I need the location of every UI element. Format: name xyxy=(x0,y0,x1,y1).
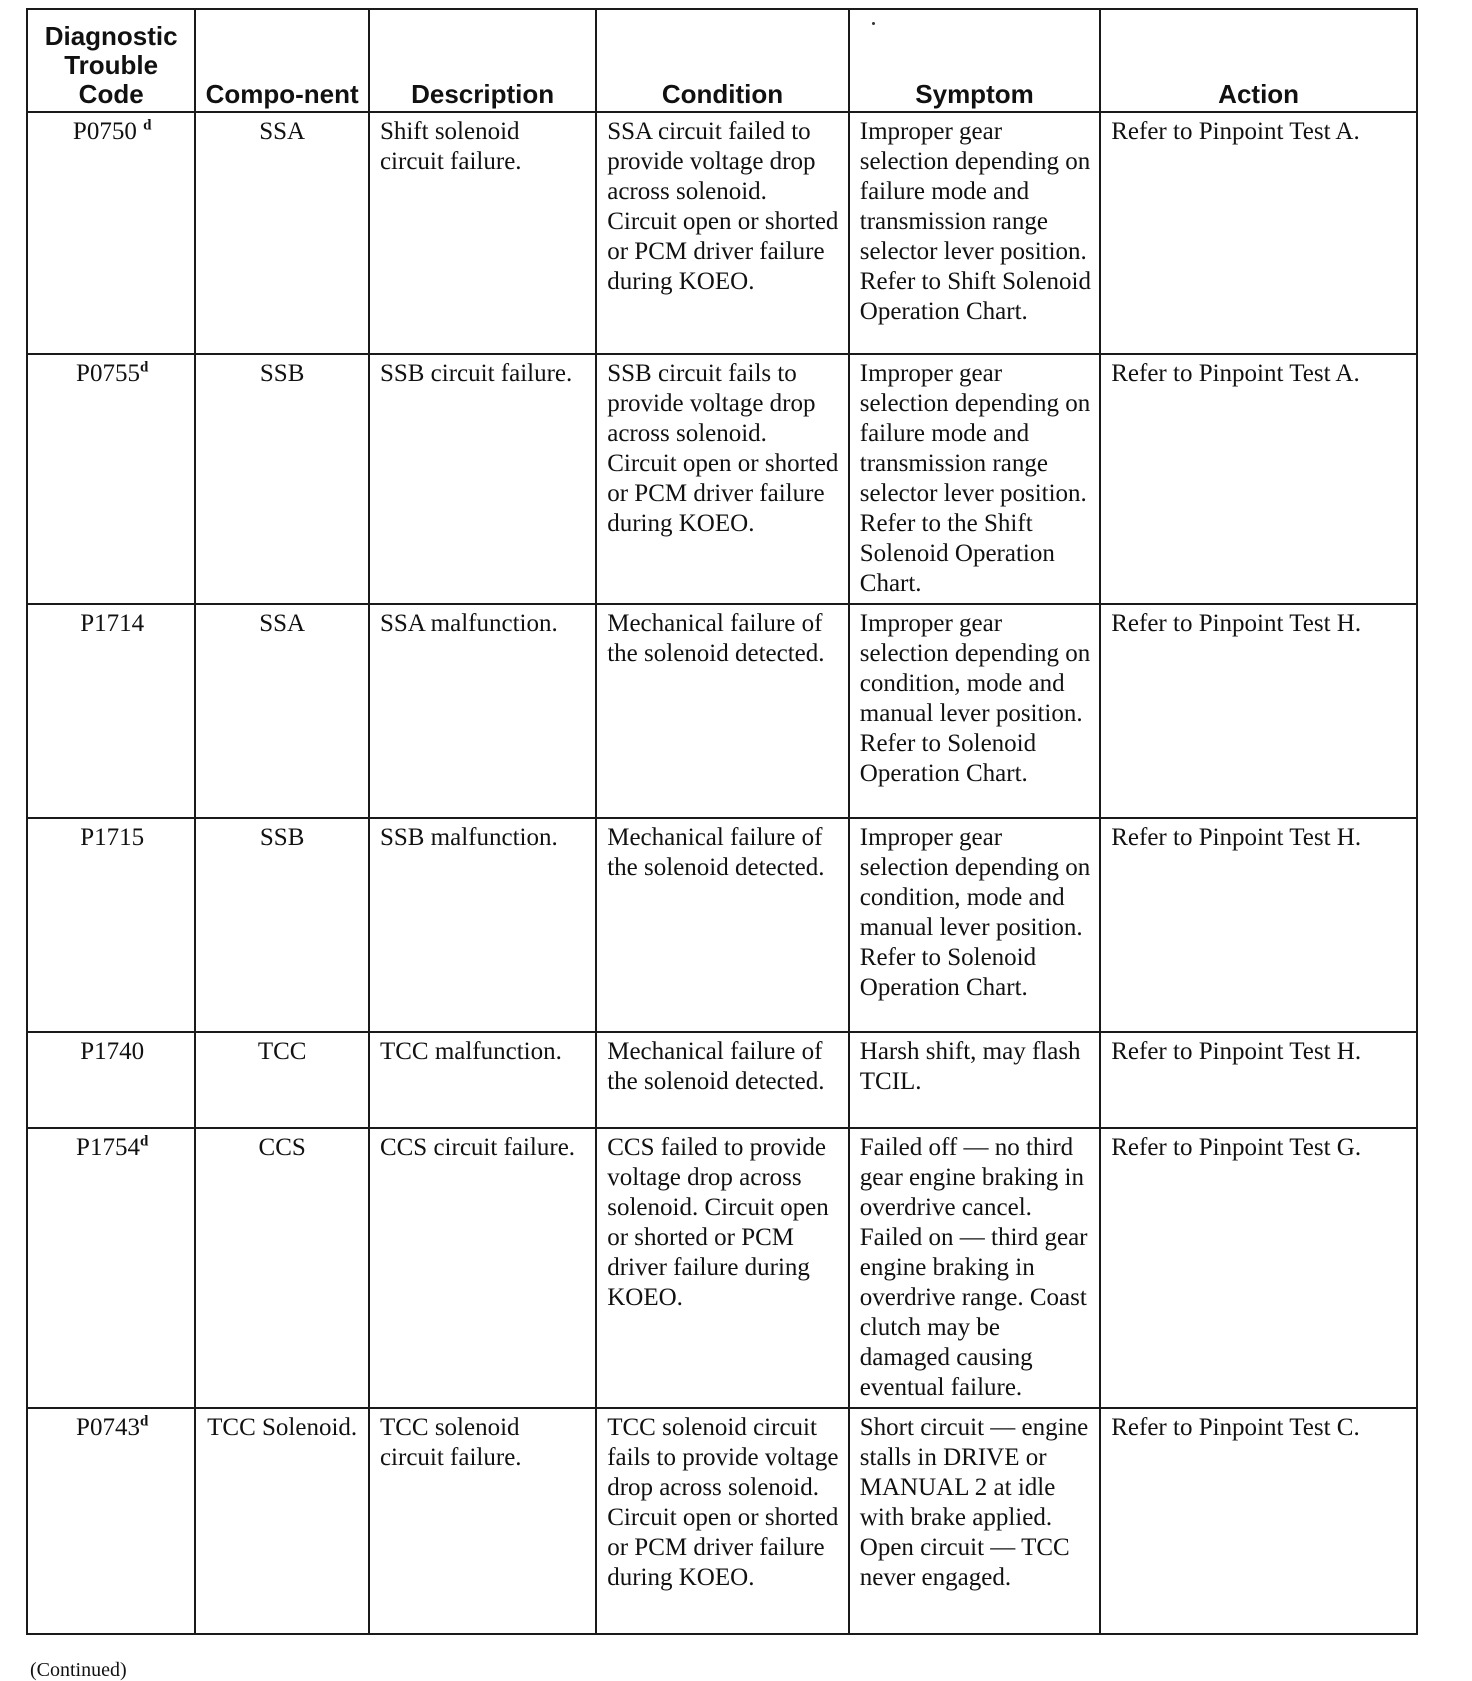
cell-component: SSA xyxy=(195,604,369,818)
header-symptom: Symptom xyxy=(849,9,1100,112)
header-code: Diagnostic Trouble Code xyxy=(27,9,195,112)
code-text: P1754 xyxy=(76,1134,140,1161)
table-row xyxy=(27,354,1417,604)
cell-action: Refer to Pinpoint Test H. xyxy=(1100,604,1417,818)
cell-action: Refer to Pinpoint Test C. xyxy=(1100,1408,1417,1634)
cell-code xyxy=(27,354,195,604)
cell-action: Refer to Pinpoint Test H. xyxy=(1100,1032,1417,1128)
table-row xyxy=(27,1408,1417,1634)
cell-description: TCC malfunction. xyxy=(369,1032,596,1128)
code-text: P1715 xyxy=(80,824,145,851)
footnote-marker: d xyxy=(139,1133,149,1150)
footnote-marker: d xyxy=(139,359,149,376)
cell-symptom: Failed off — no third gear engine braking in overdrive cancel. Failed on — third gear engine braking in overdrive range. Coast clutch may be damaged causing eventual failure. xyxy=(849,1128,1100,1408)
cell-component: SSB xyxy=(195,354,369,604)
cell-description: Shift solenoid circuit failure. xyxy=(369,112,596,354)
cell-action: Refer to Pinpoint Test G. xyxy=(1100,1128,1417,1408)
cell-code xyxy=(27,604,195,818)
cell-description: SSB malfunction. xyxy=(369,818,596,1032)
header-description: Description xyxy=(369,9,596,112)
cell-code xyxy=(27,1408,195,1634)
table-row xyxy=(27,818,1417,1032)
cell-condition: Mechanical failure of the solenoid detected. xyxy=(596,1032,849,1128)
cell-condition: SSA circuit failed to provide voltage drop across solenoid. Circuit open or shorted or PCM driver failure during KOEO. xyxy=(596,112,849,354)
table-row xyxy=(27,112,1417,354)
cell-description: SSA malfunction. xyxy=(369,604,596,818)
table-row xyxy=(27,1128,1417,1408)
header-condition: Condition xyxy=(596,9,849,112)
table-row xyxy=(27,604,1417,818)
cell-action: Refer to Pinpoint Test H. xyxy=(1100,818,1417,1032)
table-body xyxy=(27,112,1417,1634)
code-text: P1740 xyxy=(80,1038,145,1065)
cell-code xyxy=(27,1032,195,1128)
cell-code xyxy=(27,818,195,1032)
cell-symptom: Improper gear selection depending on condition, mode and manual lever position. Refer to Solenoid Operation Chart. xyxy=(849,604,1100,818)
cell-condition: Mechanical failure of the solenoid detected. xyxy=(596,818,849,1032)
cell-description: SSB circuit failure. xyxy=(369,354,596,604)
cell-action: Refer to Pinpoint Test A. xyxy=(1100,354,1417,604)
table-header xyxy=(27,9,1417,112)
cell-symptom: Improper gear selection depending on condition, mode and manual lever position. Refer to Solenoid Operation Chart. xyxy=(849,818,1100,1032)
cell-condition: SSB circuit fails to provide voltage drop across solenoid. Circuit open or shorted or PCM driver failure during KOEO. xyxy=(596,354,849,604)
cell-code xyxy=(27,1128,195,1408)
header-action: Action xyxy=(1100,9,1417,112)
cell-condition: TCC solenoid circuit fails to provide voltage drop across solenoid. Circuit open or shorted or PCM driver failure during KOEO. xyxy=(596,1408,849,1634)
code-text: P0743 xyxy=(76,1414,140,1441)
cell-condition: Mechanical failure of the solenoid detected. xyxy=(596,604,849,818)
cell-component: TCC Solenoid. xyxy=(195,1408,369,1634)
cell-action: Refer to Pinpoint Test A. xyxy=(1100,112,1417,354)
cell-component: SSA xyxy=(195,112,369,354)
cell-component: SSB xyxy=(195,818,369,1032)
cell-component: TCC xyxy=(195,1032,369,1128)
cell-condition: CCS failed to provide voltage drop across solenoid. Circuit open or shorted or PCM driver failure during KOEO. xyxy=(596,1128,849,1408)
cell-component: CCS xyxy=(195,1128,369,1408)
cell-symptom: Harsh shift, may flash TCIL. xyxy=(849,1032,1100,1128)
cell-description: TCC solenoid circuit failure. xyxy=(369,1408,596,1634)
header-component: Compo-nent xyxy=(195,9,369,112)
cell-symptom: Short circuit — engine stalls in DRIVE or MANUAL 2 at idle with brake applied. Open circuit — TCC never engaged. xyxy=(849,1408,1100,1634)
cell-code xyxy=(27,112,195,354)
cell-description: CCS circuit failure. xyxy=(369,1128,596,1408)
table-row xyxy=(27,1032,1417,1128)
code-text: P0755 xyxy=(76,360,140,387)
dtc-table xyxy=(26,8,1418,1635)
cell-symptom: Improper gear selection depending on failure mode and transmission range selector lever position. Refer to Shift Solenoid Operation Chart. xyxy=(849,112,1100,354)
footnote-marker: d xyxy=(139,1413,149,1430)
footnote-marker: d xyxy=(143,117,152,134)
code-text: P1714 xyxy=(80,610,145,637)
code-text: P0750 xyxy=(72,118,137,145)
cell-symptom: Improper gear selection depending on failure mode and transmission range selector lever position. Refer to the Shift Solenoid Operation Chart. xyxy=(849,354,1100,604)
continued-note: (Continued) xyxy=(30,1659,127,1681)
